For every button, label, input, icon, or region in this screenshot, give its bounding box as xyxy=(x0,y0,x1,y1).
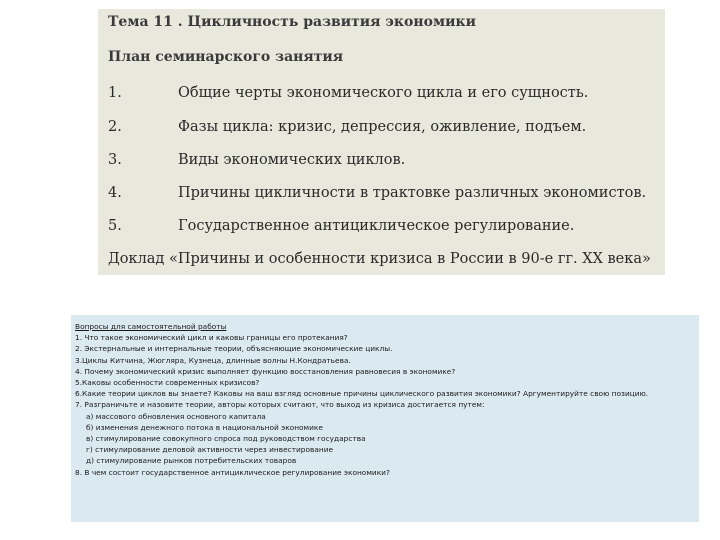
plan-item-text: Государственное антициклическое регулирование. xyxy=(178,218,575,234)
plan-item-number: 3. xyxy=(108,152,122,168)
question-line: 5.Каковы особенности современных кризисов? xyxy=(75,378,260,388)
plan-item xyxy=(108,85,658,107)
plan-item-text: Фазы цикла: кризис, депрессия, оживление, подъем. xyxy=(178,119,587,135)
plan-item xyxy=(108,152,658,174)
question-subitem: а) массового обновления основного капитала xyxy=(86,411,266,421)
question-line: 4. Почему экономический кризис выполняет функцию восстановления равновесия в экономике? xyxy=(75,366,456,376)
plan-item xyxy=(108,185,658,207)
plan-item xyxy=(108,119,658,141)
questions-heading: Вопросы для самостоятельной работы xyxy=(75,322,227,331)
question-subitem: в) стимулирование совокупного спроса под руководством государства xyxy=(86,434,366,444)
plan-item-number: 1. xyxy=(108,85,122,101)
question-line: 8. В чем состоит государственное антициклическое регулирование экономики? xyxy=(75,467,390,477)
plan-item-number: 4. xyxy=(108,185,122,201)
report-topic: Доклад «Причины и особенности кризиса в России в 90-е гг. XX века» xyxy=(108,251,651,267)
plan-heading: План семинарского занятия xyxy=(108,49,344,65)
question-line: 2. Экстернальные и интернальные теории, объясняющие экономические циклы. xyxy=(75,344,393,354)
plan-item xyxy=(108,218,658,240)
self-study-questions-box xyxy=(71,315,699,522)
seminar-plan-box xyxy=(98,9,665,275)
plan-item-number: 2. xyxy=(108,119,122,135)
questions-list xyxy=(75,321,695,478)
plan-item-text: Виды экономических циклов. xyxy=(178,152,406,168)
plan-item-text: Общие черты экономического цикла и его сущность. xyxy=(178,85,589,101)
question-subitem: д) стимулирование рынков потребительских товаров xyxy=(86,456,297,466)
topic-title: Тема 11 . Цикличность развития экономики xyxy=(108,14,476,30)
question-subitem: б) изменения денежного потока в национальной экономике xyxy=(86,422,323,432)
question-line: 7. Разграничьте и назовите теории, авторы которых считают, что выход из кризиса достигается путем: xyxy=(75,400,485,410)
question-line: 6.Какие теории циклов вы знаете? Каковы на ваш взгляд основные причины циклического развития экономики? Аргументируйте свою позицию. xyxy=(75,389,649,399)
question-line: 1. Что такое экономический цикл и каковы границы его протекания? xyxy=(75,333,348,343)
question-subitem: г) стимулирование деловой активности через инвестирование xyxy=(86,445,334,455)
plan-item-number: 5. xyxy=(108,218,122,234)
question-line: 3.Циклы Китчина, Жюгляра, Кузнеца, длинные волны Н.Кондратьева. xyxy=(75,355,351,365)
plan-item-text: Причины цикличности в трактовке различных экономистов. xyxy=(178,185,647,201)
